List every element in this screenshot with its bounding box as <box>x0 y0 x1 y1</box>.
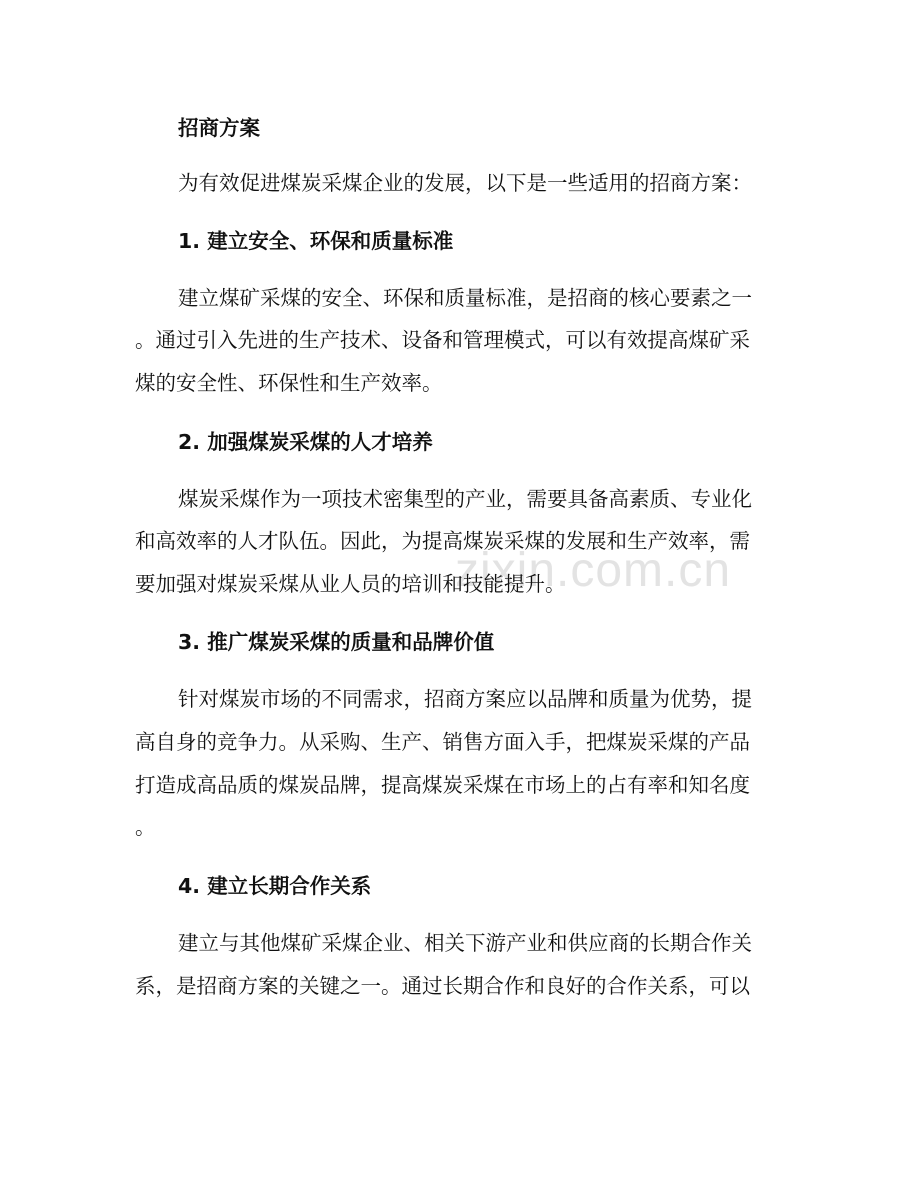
watermark: zixin.com.cn <box>455 544 732 597</box>
section-heading-3: 3. 推广煤炭采煤的质量和品牌价值 <box>178 630 495 654</box>
section-4-line-1: 建立与其他煤矿采煤企业、相关下游产业和供应商的长期合作关 <box>178 931 752 955</box>
section-1-line-1: 建立煤矿采煤的安全、环保和质量标准，是招商的核心要素之一 <box>178 286 752 310</box>
intro-paragraph: 为有效促进煤炭采煤企业的发展，以下是一些适用的招商方案： <box>178 171 752 195</box>
section-4-line-2: 系，是招商方案的关键之一。通过长期合作和良好的合作关系，可以 <box>135 974 750 998</box>
section-heading-1: 1. 建立安全、环保和质量标准 <box>178 229 454 253</box>
section-2-line-2: 和高效率的人才队伍。因此，为提高煤炭采煤的发展和生产效率，需 <box>135 529 750 553</box>
section-heading-4: 4. 建立长期合作关系 <box>178 874 372 898</box>
section-1-line-2: 。通过引入先进的生产技术、设备和管理模式，可以有效提高煤矿采 <box>135 328 750 352</box>
section-1-line-3: 煤的安全性、环保性和生产效率。 <box>135 371 443 395</box>
page-title: 招商方案 <box>178 116 260 140</box>
section-3-line-1: 针对煤炭市场的不同需求，招商方案应以品牌和质量为优势，提 <box>178 687 752 711</box>
section-3-line-3: 打造成高品质的煤炭品牌，提高煤炭采煤在市场上的占有率和知名度 <box>135 773 750 797</box>
section-3-line-4: 。 <box>135 815 156 839</box>
section-heading-2: 2. 加强煤炭采煤的人才培养 <box>178 430 433 454</box>
section-2-line-3: 要加强对煤炭采煤从业人员的培训和技能提升。 <box>135 572 566 596</box>
section-2-line-1: 煤炭采煤作为一项技术密集型的产业，需要具备高素质、专业化 <box>178 487 752 511</box>
section-3-line-2: 高自身的竞争力。从采购、生产、销售方面入手，把煤炭采煤的产品 <box>135 730 750 754</box>
